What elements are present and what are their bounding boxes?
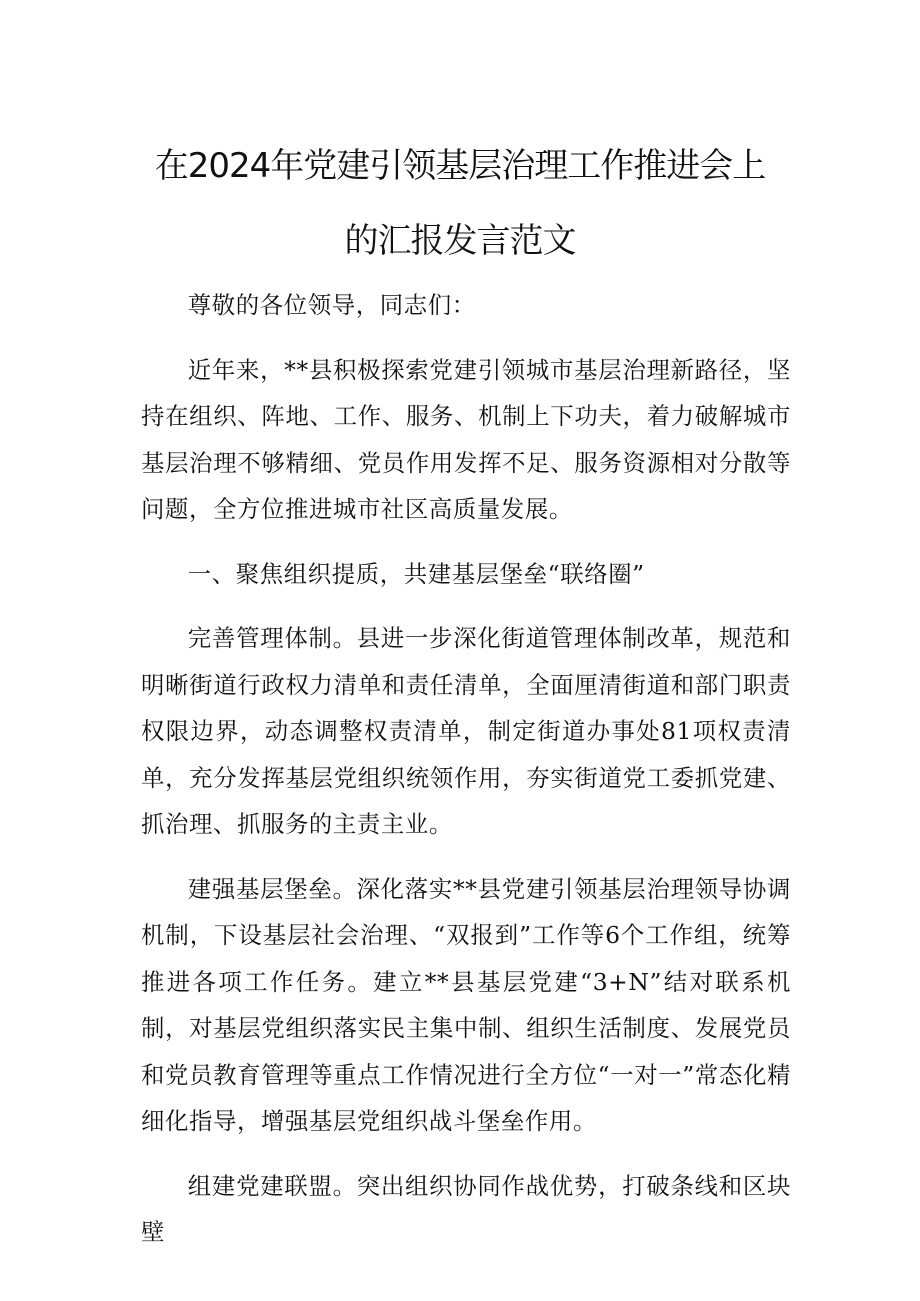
intro-paragraph: 近年来，**县积极探索党建引领城市基层治理新路径，坚持在组织、阵地、工作、服务、机制上下功夫，着力破解城市基层治理不够精细、党员作用发挥不足、服务资源相对分散等问题，全方位推进城市社区高质量发展。 — [141, 355, 791, 523]
section-heading-1: 一、聚焦组织提质，共建基层堡垒“联络圈” — [187, 559, 645, 588]
paragraph-grassroots-fortress: 建强基层堡垒。深化落实**县党建引领基层治理领导协调机制，下设基层社会治理、“双报到”工作等6个工作组，统筹推进各项工作任务。建立**县基层党建“3+N”结对联系机制，对基层党组织落实民主集中制、组织生活制度、发展党员和党员教育管理等重点工作情况进行全方位“一对一”常态化精细化指导，增强基层党组织战斗堡垒作用。 — [141, 874, 791, 1135]
document-title-line-2: 的汇报发言范文 — [344, 221, 576, 261]
document-body — [141, 282, 791, 1274]
paragraph-management-system: 完善管理体制。县进一步深化街道管理体制改革，规范和明晰街道行政权力清单和责任清单，全面厘清街道和部门职责权限边界，动态调整权责清单，制定街道办事处81项权责清单，充分发挥基层党组织统领作用，夯实街道党工委抓党建、抓治理、抓服务的主责主业。 — [141, 624, 791, 838]
paragraph-party-alliance: 组建党建联盟。突出组织协同作战优势，打破条线和区块壁 — [141, 1171, 791, 1246]
salutation: 尊敬的各位领导，同志们： — [187, 291, 476, 319]
document-title-line-1: 在2024年党建引领基层治理工作推进会上 — [154, 146, 766, 186]
